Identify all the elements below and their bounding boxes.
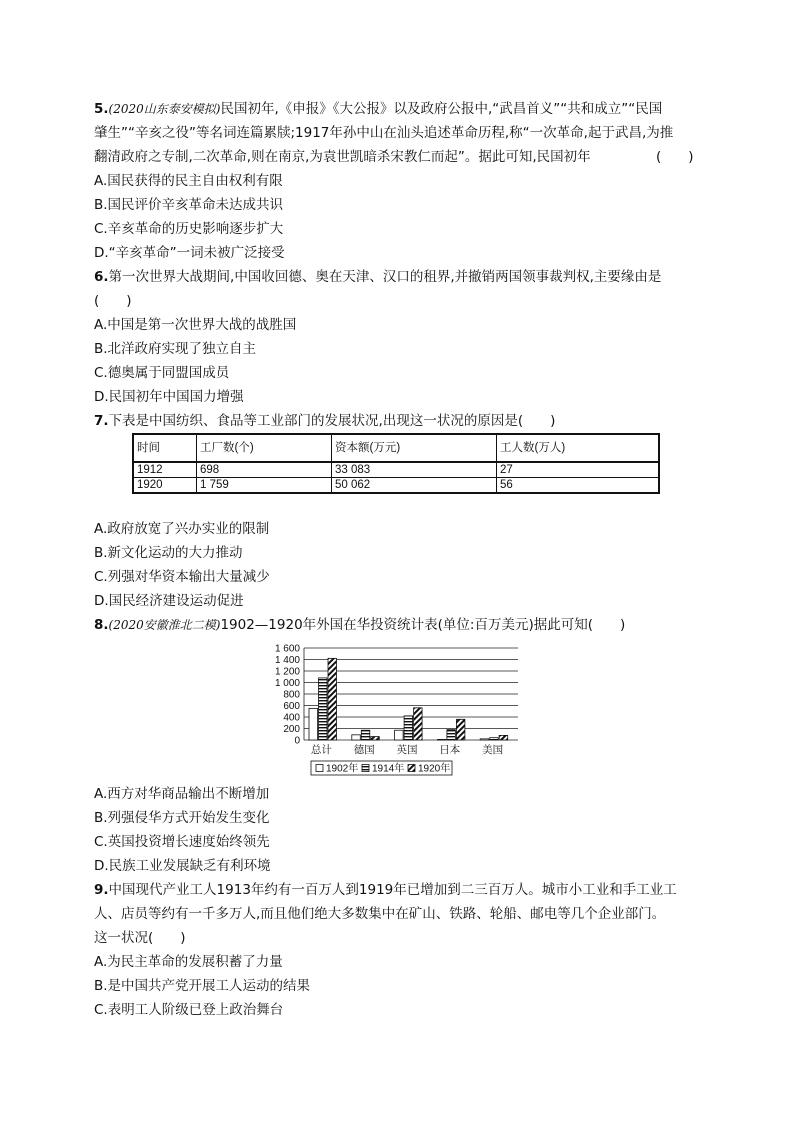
q5-answer-bracket: ( ): [656, 149, 694, 165]
x-tick-label: 英国: [396, 744, 418, 756]
q8-option-b[interactable]: B.列强侵华方式开始发生变化: [94, 810, 270, 826]
table-row: [133, 478, 659, 494]
q7-stem-line1: 7.下表是中国纺织、食品等工业部门的发展状况,出现这一状况的原因是( ): [94, 413, 556, 429]
chart-y-ticks: [275, 644, 300, 747]
table-row: [133, 462, 659, 478]
chart-bar: [499, 735, 508, 740]
q8-option-d[interactable]: D.民族工业发展缺乏有利环境: [94, 858, 271, 874]
y-tick-label: 200: [283, 724, 300, 735]
table-cell: 698: [197, 462, 332, 478]
q8-stem-line1: 8.(2020安徽淮北二模)1902—1920年外国在华投资统计表(单位:百万美元)据此可知( ): [94, 617, 626, 633]
chart-bars: [309, 658, 508, 740]
chart-bar: [480, 739, 489, 740]
chart-bar: [352, 735, 361, 740]
q5-number: 5: [94, 101, 104, 117]
q8-option-c[interactable]: C.英国投资增长速度始终领先: [94, 834, 270, 850]
legend-label: 1914年: [372, 763, 405, 775]
chart-bar: [414, 708, 423, 740]
chart-bar: [437, 739, 446, 740]
table-cell: 27: [497, 462, 660, 478]
chart-bar: [490, 738, 499, 740]
q7-option-b[interactable]: B.新文化运动的大力推动: [94, 545, 243, 561]
q9-option-a[interactable]: A.为民主革命的发展积蓄了力量: [94, 954, 283, 970]
chart-bar: [456, 719, 465, 740]
legend-label: 1920年: [418, 763, 451, 775]
q9-option-c[interactable]: C.表明工人阶级已登上政治舞台: [94, 1002, 284, 1018]
q7-data-table: [132, 433, 660, 494]
x-tick-label: 日本: [439, 744, 461, 756]
y-tick-label: 1 200: [274, 666, 300, 678]
table-cell: 1912: [133, 462, 197, 478]
legend-swatch: [316, 765, 323, 772]
table-header-cell: 工厂数(个): [197, 434, 332, 462]
q8-option-a[interactable]: A.西方对华商品输出不断增加: [94, 786, 270, 802]
q6-number: 6: [94, 269, 104, 285]
q9-number: 9: [94, 882, 104, 898]
y-tick-label: 1 400: [274, 655, 300, 666]
chart-bar: [371, 737, 380, 740]
q9-stem-line2: 人、店员等约有一千多万人,而且他们绝大多数集中在矿山、铁路、轮船、邮电等几个企业部门。: [94, 906, 666, 922]
chart-bar: [309, 708, 318, 740]
q6-stem-line1: 6.第一次世界大战期间,中国收回德、奥在天津、汉口的租界,并撤销两国领事裁判权,主要缘由是: [94, 269, 662, 285]
q5-stem-line1: 5.(2020山东泰安模拟)民国初年,《申报》《大公报》以及政府公报中,“武昌首义”“共和成立”“民国: [94, 101, 663, 117]
table-cell: 1920: [133, 478, 197, 494]
y-tick-label: 1 600: [274, 643, 300, 655]
y-tick-label: 1 000: [274, 678, 300, 689]
q6-option-d[interactable]: D.民国初年中国国力增强: [94, 389, 244, 405]
x-tick-label: 德国: [353, 744, 375, 756]
table-cell: 56: [497, 478, 660, 494]
q7-option-a[interactable]: A.政府放宽了兴办实业的限制: [94, 521, 270, 537]
q5-option-b[interactable]: B.国民评价辛亥革命未达成共识: [94, 197, 284, 213]
chart-bar: [447, 730, 456, 740]
q5-option-c[interactable]: C.辛亥革命的历史影响逐步扩大: [94, 221, 284, 237]
table-cell: 50 062: [332, 478, 497, 494]
q7-option-d[interactable]: D.国民经济建设运动促进: [94, 593, 244, 609]
x-tick-label: 美国: [482, 744, 504, 756]
q5-option-d[interactable]: D.“辛亥革命”一词未被广泛接受: [94, 245, 285, 261]
table-header-cell: 工人数(万人): [497, 434, 660, 462]
chart-bar: [361, 730, 370, 740]
legend-swatch: [408, 765, 415, 772]
legend-swatch: [362, 765, 369, 772]
table-cell: 33 083: [332, 462, 497, 478]
y-tick-label: 400: [283, 712, 300, 724]
x-tick-label: 总计: [310, 744, 332, 756]
q6-option-b[interactable]: B.北洋政府实现了独立自主: [94, 341, 257, 357]
q5-source: (2020山东泰安模拟): [108, 102, 221, 116]
q6-option-a[interactable]: A.中国是第一次世界大战的战胜国: [94, 317, 297, 333]
q5-stem-line3: 翻清政府之专制,二次革命,则在南京,为袁世凯暗杀宋教仁而起”。据此可知,民国初年: [94, 149, 591, 165]
q5-option-a[interactable]: A.国民获得的民主自由权利有限: [94, 173, 283, 189]
q5-stem-line2: 肇生”“辛亥之役”等名词连篇累牍;1917年孙中山在汕头追述革命历程,称“一次革命,起于武昌,为推: [94, 125, 674, 141]
table-header-cell: 资本额(万元): [332, 434, 497, 462]
q6-option-c[interactable]: C.德奥属于同盟国成员: [94, 365, 230, 381]
q8-number: 8: [94, 617, 104, 633]
chart-legend: [311, 761, 452, 775]
investment-bar-chart: [0, 640, 794, 780]
q9-stem-line1: 9.中国现代产业工人1913年约有一百万人到1919年已增加到二三百万人。城市小工业和手工业工: [94, 882, 677, 898]
q6-answer-bracket: ( ): [94, 293, 132, 309]
q7-option-c[interactable]: C.列强对华资本输出大量减少: [94, 569, 270, 585]
y-tick-label: 600: [283, 701, 300, 712]
legend-label: 1902年: [326, 763, 359, 775]
y-tick-label: 0: [294, 735, 300, 747]
table-header-row: [133, 434, 659, 462]
q9-stem-line3: 这一状况( ): [94, 930, 186, 946]
chart-x-labels: [311, 743, 503, 756]
chart-bar: [328, 658, 337, 740]
chart-bar: [395, 730, 404, 740]
chart-bar: [404, 716, 413, 740]
table-cell: 1 759: [197, 478, 332, 494]
q7-number: 7: [94, 413, 104, 429]
table-header-cell: 时间: [133, 434, 197, 462]
q8-source: (2020安徽淮北二模): [108, 618, 221, 632]
q9-option-b[interactable]: B.是中国共产党开展工人运动的结果: [94, 978, 311, 994]
y-tick-label: 800: [283, 689, 300, 701]
chart-bar: [319, 678, 328, 740]
